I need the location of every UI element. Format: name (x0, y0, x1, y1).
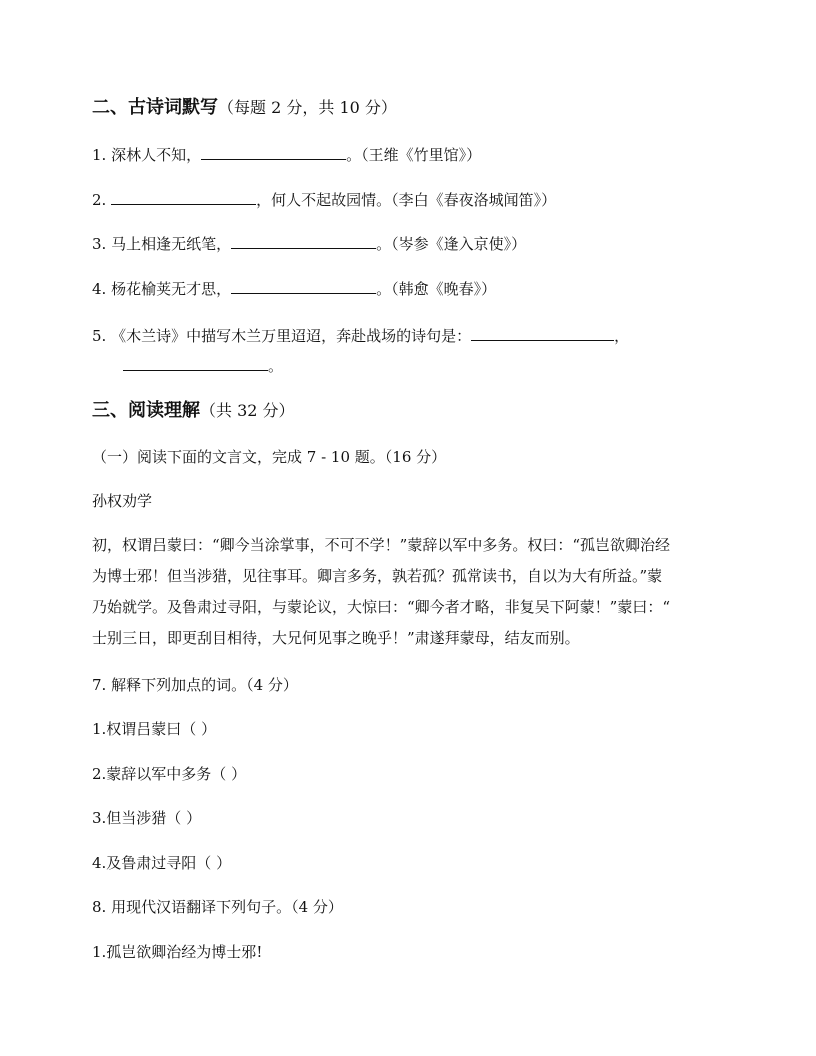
question-4 (92, 279, 496, 299)
question-3-prefix: 3. 马上相逢无纸笔， (92, 235, 232, 253)
question-3 (92, 234, 526, 254)
question-5-mid: ， (614, 327, 630, 345)
section3-title: 三、阅读理解 (92, 400, 200, 421)
question-2-prefix: 2. (92, 191, 112, 209)
passage-body (92, 530, 724, 654)
section2-heading (92, 96, 397, 120)
passage-line: 为博士邪！但当涉猎，见往事耳。卿言多务，孰若孤？孤常读书，自以为大有所益。”蒙 (92, 567, 663, 585)
answer-blank-1[interactable] (201, 145, 346, 160)
question-2 (92, 190, 556, 210)
question-1-suffix: 。（王维《竹里馆》） (346, 146, 482, 164)
question-7-item: 4.及鲁肃过寻阳（ ） (92, 854, 232, 872)
question-4-suffix: 。（韩愈《晚春》） (376, 280, 497, 298)
question-1 (92, 145, 481, 165)
question-3-suffix: 。（岑参《逢入京使》） (376, 235, 527, 253)
passage-line: 初，权谓吕蒙曰：“卿今当涂掌事，不可不学！”蒙辞以军中多务。权曰：“孤岂欲卿治经 (92, 536, 671, 554)
question-2-suffix: ，何人不起故园情。（李白《春夜洛城闻笛》） (256, 191, 557, 209)
answer-blank-3[interactable] (231, 234, 376, 249)
question-5-prefix: 5. 《木兰诗》中描写木兰万里迢迢，奔赴战场的诗句是： (92, 327, 472, 345)
question-7-stem: 7. 解释下列加点的词。（4 分） (92, 676, 298, 694)
answer-blank-5a[interactable] (471, 326, 614, 341)
passage-title: 孙权劝学 (92, 492, 153, 510)
question-5 (92, 326, 629, 346)
question-7-item: 2.蒙辞以军中多务（ ） (92, 765, 247, 783)
answer-blank-4[interactable] (231, 279, 376, 294)
answer-blank-2[interactable] (111, 190, 256, 205)
question-7-item: 1.权谓吕蒙曰（ ） (92, 720, 217, 738)
part1-intro: （一）阅读下面的文言文，完成 7 - 10 题。（16 分） (92, 448, 447, 466)
question-5-continued (123, 356, 283, 376)
passage-line: 士别三日，即更刮目相待，大兄何见事之晚乎！”肃遂拜蒙母，结友而别。 (92, 629, 580, 647)
section2-note: （每题 2 分，共 10 分） (218, 98, 397, 117)
question-5-suffix: 。 (268, 357, 284, 375)
question-1-prefix: 1. 深林人不知， (92, 146, 202, 164)
section3-note: （共 32 分） (200, 401, 295, 420)
question-8-item: 1.孤岂欲卿治经为博士邪! (92, 943, 263, 961)
answer-blank-5b[interactable] (123, 356, 268, 371)
passage-line: 乃始就学。及鲁肃过寻阳，与蒙论议，大惊曰：“卿今者才略，非复吴下阿蒙！”蒙曰：“ (92, 598, 671, 616)
section2-title: 二、古诗词默写 (92, 97, 218, 118)
question-8-stem: 8. 用现代汉语翻译下列句子。（4 分） (92, 898, 343, 916)
section3-heading (92, 399, 295, 423)
question-4-prefix: 4. 杨花榆荚无才思， (92, 280, 232, 298)
question-7-item: 3.但当涉猎（ ） (92, 809, 202, 827)
